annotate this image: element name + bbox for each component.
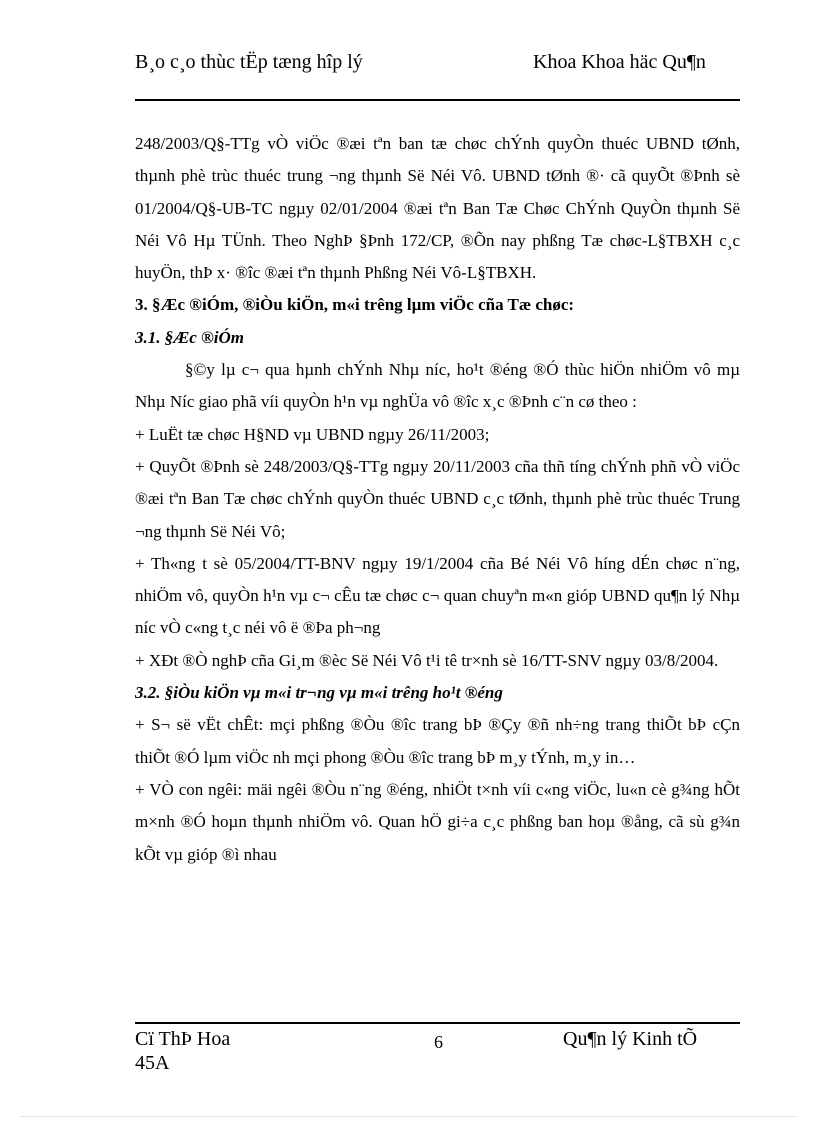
paragraph: 248/2003/Q§-TTg vÒ viÖc ®æi tªn ban tæ chøc chÝnh quyÒn thuéc UBND tØnh, thµnh phè trùc thuéc trung ¬ng thµnh Së Néi Vô. UBND tØnh ®· cã quyÕt ®Þnh sè 01/2004/Q§-UB-TC ngµy 02/01/2004 ®æi tªn Ban Tæ Chøc ChÝnh QuyÒn thµnh Së Néi Vô Hµ TÜnh. Theo NghÞ §Þnh 172/CP, ®Õn nay phßng Tæ chøc-L§TBXH c¸c huyÖn, thÞ x· ®îc ®æi tªn thµnh Phßng Néi Vô-L§TBXH. bbox=[135, 134, 740, 283]
header-divider bbox=[135, 99, 740, 101]
page-edge-divider bbox=[20, 1116, 796, 1117]
footer-author: Cï ThÞ Hoa 45A bbox=[135, 1028, 231, 1074]
list-item: + LuËt tæ chøc H§ND vµ UBND ngµy 26/11/2003; bbox=[135, 424, 490, 444]
footer-major: Qu¶n lý Kinh tÕ bbox=[563, 1028, 698, 1050]
header-report-title: B¸o c¸o thùc tËp tæng hîp lý bbox=[135, 51, 363, 73]
list-item: + XÐt ®Ò nghÞ cña Gi¸m ®èc Së Néi Vô t¹i tê tr×nh sè 16/TT-SNV ngµy 03/8/2004. bbox=[135, 650, 719, 670]
list-item: + QuyÕt ®Þnh sè 248/2003/Q§-TTg ngµy 20/11/2003 cña thñ tíng chÝnh phñ vÒ viÖc ®æi tªn Ban Tæ chøc chÝnh quyÒn thuéc UBND c¸c tØnh, thµnh phè trùc thuéc Trung ¬ng thµnh Së Néi Vô; bbox=[135, 456, 740, 541]
header-faculty: Khoa Khoa häc Qu¶n bbox=[533, 51, 706, 73]
paragraph: §©y lµ c¬ qua hµnh chÝnh Nhµ níc, ho¹t ®éng ®Ó thùc hiÖn nhiÖm vô mµ Nhµ Níc giao phã víi quyÒn h¹n vµ nghÜa vô ®îc x¸c ®Þnh c¨n cø theo : bbox=[135, 360, 740, 412]
subsection-heading: 3.2. §iÒu kiÖn vµ m«i tr¬ng vµ m«i trêng ho¹t ®éng bbox=[135, 683, 503, 703]
page-number: 6 bbox=[434, 1032, 443, 1052]
section-heading: 3. §Æc ®iÓm, ®iÒu kiÖn, m«i trêng lµm viÖc cña Tæ chøc: bbox=[135, 295, 575, 315]
footer-divider bbox=[135, 1022, 740, 1024]
list-item: + VÒ con ngêi: mäi ngêi ®Òu n¨ng ®éng, nhiÖt t×nh víi c«ng viÖc, lu«n cè g¾ng hÕt m×nh ®Ó hoµn thµnh nhiÖm vô. Quan hÖ gi÷a c¸c phßng ban hoµ ®ång, cã sù g¾n kÕt vµ gióp ®ì nhau bbox=[135, 779, 740, 864]
list-item: + Th«ng t sè 05/2004/TT-BNV ngµy 19/1/2004 cña Bé Néi Vô híng dÉn chøc n¨ng, nhiÖm vô, quyÒn h¹n vµ c¬ cÊu tæ chøc c¬ quan chuyªn m«n gióp UBND qu¶n lý Nhµ níc vÒ c«ng t¸c néi vô ë ®Þa ph¬ng bbox=[135, 553, 740, 638]
subsection-heading: 3.1. §Æc ®iÓm bbox=[135, 327, 245, 347]
document-body bbox=[135, 128, 740, 871]
list-item: + S¬ së vËt chÊt: mçi phßng ®Òu ®îc trang bÞ ®Çy ®ñ nh÷ng trang thiÕt bÞ cÇn thiÕt ®Ó lµm viÖc nh mçi phong ®Òu ®îc trang bÞ m¸y tÝnh, m¸y in… bbox=[135, 715, 740, 767]
